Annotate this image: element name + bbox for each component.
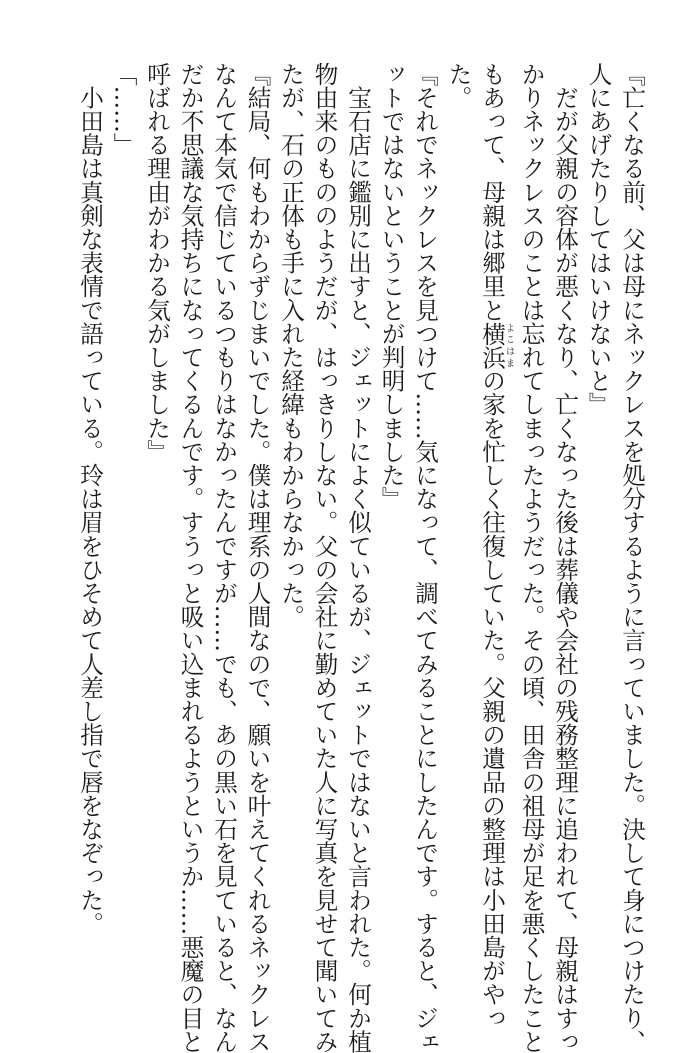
text-line: 人にあげたりしてはいけないと』: [584, 62, 613, 416]
text-line: なんて本気で信じているつもりはなかったんですが……でも、あの黒い石を見ていると、なん: [210, 62, 238, 1053]
text-line: 宝石店に鑑別に出すと、ジェットによく似ているが、ジェットではないと言われた。何か植: [344, 62, 372, 1053]
text-line: 呼ばれる理由がわかる気がしました』: [143, 62, 171, 464]
text-line: た。: [444, 62, 473, 110]
text-segment: の家を忙しく往復していた。父親の遺品の整理は小田島がやっ: [478, 368, 506, 1030]
text-line: ットではないということが判明しました』: [377, 62, 406, 511]
ruby-annotation: [478, 321, 514, 369]
text-line: たが、石の正体も手に入れた経緯もわからなかった。: [277, 62, 305, 629]
text-line: 物由来のもののようだが、はっきりしない。父の会社に勤めていた人に写真を見せて聞いてみ: [310, 62, 339, 1053]
text-line: かりネックレスのことは忘れてしまったようだった。その頃、田舎の祖母が足を悪くしたこと: [517, 62, 546, 1053]
text-line: 『結局、何もわからずじまいでした。僕は理系の人間なので、願いを叶えてくれるネックレス: [243, 62, 272, 1053]
text-line: 『それでネックレスを見つけて……気になって、調べてみることにしたんです。すると、ジェ: [411, 62, 439, 1053]
text-line: だが父親の容体が悪くなり、亡くなった後は葬儀や会社の残務整理に追われて、母親はすっ: [551, 62, 579, 1053]
text-line: 「……」: [109, 62, 138, 157]
text-line-with-ruby: [475, 62, 515, 1030]
vertical-text-block: [73, 62, 649, 1053]
ruby-base: 横浜: [478, 321, 506, 369]
text-line: 小田島は真剣な表情で語っている。玲は眉をひそめて人差し指で唇をなぞった。: [76, 62, 104, 936]
ruby-reading: よこはま: [504, 321, 514, 369]
text-line: 『亡くなる前、父は母にネックレスを処分するように言っていました。決して身につけたり、: [618, 62, 646, 1053]
text-line: だか不思議な気持ちになってくるんです。すうっと吸い込まれるようというか……悪魔の目と: [176, 62, 205, 1053]
text-segment: もあって、母親は郷里と: [478, 62, 506, 322]
